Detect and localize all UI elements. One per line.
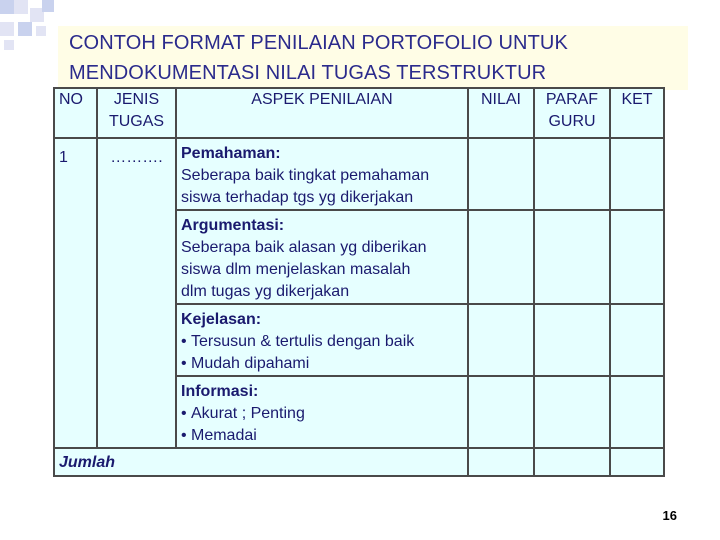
total-row [54, 448, 664, 476]
jenis-tugas-value: ………. [97, 138, 176, 448]
total-nilai-cell[interactable] [468, 448, 534, 476]
title-line-2: MENDOKUMENTASI NILAI TUGAS TERSTRUKTUR [69, 62, 547, 84]
paraf-cell[interactable] [534, 210, 610, 304]
nilai-cell[interactable] [468, 138, 534, 210]
title-line-1: CONTOH FORMAT PENILAIAN PORTOFOLIO UNTUK [69, 32, 568, 54]
bullet-icon: • [181, 405, 187, 422]
nilai-cell[interactable] [468, 210, 534, 304]
decor-square-7 [36, 26, 46, 36]
decor-square-1 [0, 0, 14, 14]
bullet-icon: • [181, 355, 187, 372]
aspect-argumentasi: Argumentasi: Seberapa baik alasan yg diberikan siswa dlm menjelaskan masalah dlm tugas yg dikerjakan [176, 210, 468, 304]
total-paraf-cell[interactable] [534, 448, 610, 476]
aspect-kejelasan: Kejelasan: • Tersusun & tertulis dengan baik • Mudah dipahami [176, 304, 468, 376]
ket-cell[interactable] [610, 210, 664, 304]
nilai-cell[interactable] [468, 376, 534, 448]
decor-square-6 [18, 22, 32, 36]
header-jenis-tugas: JENIS TUGAS [97, 88, 176, 138]
total-ket-cell[interactable] [610, 448, 664, 476]
decor-square-5 [0, 22, 14, 36]
page-number: 16 [662, 508, 677, 523]
ket-cell[interactable] [610, 376, 664, 448]
assessment-table [53, 87, 665, 477]
paraf-cell[interactable] [534, 304, 610, 376]
decor-square-8 [4, 40, 14, 50]
total-label: Jumlah [54, 448, 468, 476]
header-aspek-penilaian: ASPEK PENILAIAN [176, 88, 468, 138]
ket-cell[interactable] [610, 304, 664, 376]
decor-square-2 [14, 0, 28, 14]
paraf-cell[interactable] [534, 138, 610, 210]
header-paraf-guru: PARAF GURU [534, 88, 610, 138]
aspect-pemahaman: Pemahaman: Seberapa baik tingkat pemahaman siswa terhadap tgs yg dikerjakan [176, 138, 468, 210]
header-row [54, 88, 664, 138]
ket-cell[interactable] [610, 138, 664, 210]
bullet-icon: • [181, 333, 187, 350]
header-ket: KET [610, 88, 664, 138]
aspect-informasi: Informasi: • Akurat ; Penting • Memadai [176, 376, 468, 448]
nilai-cell[interactable] [468, 304, 534, 376]
row-number: 1 [54, 138, 97, 448]
table-row [54, 138, 664, 210]
decor-square-4 [42, 0, 54, 12]
header-nilai: NILAI [468, 88, 534, 138]
bullet-icon: • [181, 427, 187, 444]
paraf-cell[interactable] [534, 376, 610, 448]
header-no: NO [54, 88, 97, 138]
